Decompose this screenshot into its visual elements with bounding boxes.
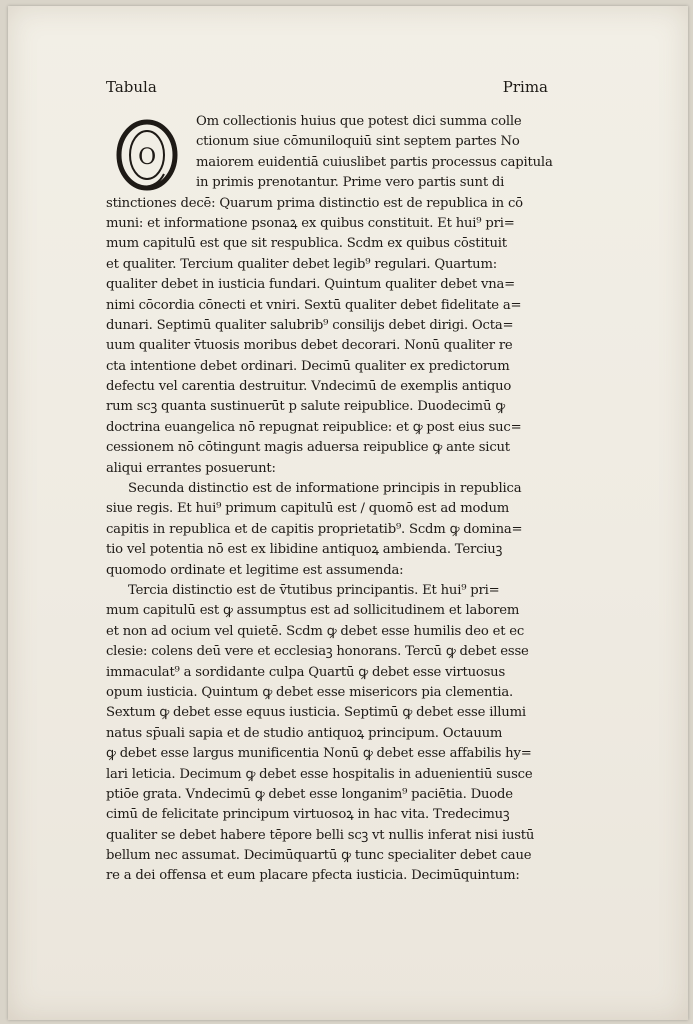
text-line: clesie: colens deū vere et ecclesiaꝫ honorans. Tercū ꝙ debet esse (106, 644, 529, 660)
text-line: natus sp̄uali sapia et de studio antiquoꝝ principum. Octauum (106, 725, 503, 741)
text-line: Om collectionis huius que potest dici summa colle (196, 114, 522, 129)
text-line: uum qualiter v̄tuosis moribus debet decorari. Nonū qualiter re (106, 338, 513, 354)
text-line: ptiōe grata. Vndecimū ꝙ debet esse longanim⁹ paciētia. Duode (106, 786, 513, 802)
running-head (106, 78, 548, 100)
text-line: re a dei offensa et eum placare pfecta iusticia. Decimūquintum: (106, 868, 520, 884)
text-line: mum capitulū est ꝙ assumptus est ad sollicitudinem et laborem (106, 603, 520, 619)
running-head-left: Tabula (106, 78, 157, 96)
text-block (106, 112, 554, 887)
text-line: et non ad ocium vel quietē. Scdm ꝙ debet esse humilis deo et ec (106, 623, 525, 639)
decorated-initial-o (106, 112, 188, 194)
text-line: dunari. Septimū qualiter salubrib⁹ consilijs debet dirigi. Octa= (106, 317, 514, 333)
text-line: in primis prenotantur. Prime vero partis sunt di (196, 175, 505, 191)
text-line: cimū de felicitate principum virtuosoꝝ in hac vita. Tredecimuꝫ (106, 807, 510, 823)
text-line: rum scꝫ quanta sustinuerūt p salute reipublice. Duodecimū ꝙ (106, 399, 505, 415)
text-line: cessionem nō cōtingunt magis aduersa reipublice ꝙ ante sicut (106, 440, 510, 456)
book-page (8, 6, 688, 1020)
text-line: stinctiones decē: Quarum prima distinctio est de republica in cō (106, 195, 523, 211)
running-head-right: Prima (502, 78, 548, 96)
text-line: defectu vel carentia destruitur. Vndecimū de exemplis antiquo (106, 379, 512, 395)
text-line: Secunda distinctio est de informatione principis in republica (128, 481, 522, 497)
text-line: Sextum ꝙ debet esse equus iusticia. Septimū ꝙ debet esse illumi (106, 705, 526, 721)
text-line: muni: et informatione psonaꝝ ex quibus constituit. Et hui⁹ pri= (106, 215, 515, 231)
text-line: opum iusticia. Quintum ꝙ debet esse misericors pia clementia. (106, 684, 514, 700)
text-line: ctionum siue cōmuniloquiū sint septem partes No (196, 134, 520, 150)
text-line: lari leticia. Decimum ꝙ debet esse hospitalis in aduenientiū susce (106, 766, 533, 782)
text-line: siue regis. Et hui⁹ primum capitulū est / quomō est ad modum (106, 501, 510, 517)
text-line: mum capitulū est que sit respublica. Scdm ex quibus cōstituit (106, 236, 507, 252)
text-line: bellum nec assumat. Decimūquartū ꝙ tunc specialiter debet caue (106, 848, 532, 864)
text-line: doctrina euangelica nō repugnat reipublice: et ꝙ post eius suc= (106, 419, 522, 435)
text-line: capitis in republica et de capitis proprietatib⁹. Scdm ꝙ domina= (106, 521, 523, 537)
initial-letter-drawing (106, 112, 188, 194)
text-line: Tercia distinctio est de v̄tutibus principantis. Et hui⁹ pri= (128, 582, 500, 598)
text-line: maiorem euidentiā cuiuslibet partis processus capitula (196, 154, 553, 170)
text-line: quomodo ordinate et legitime est assumenda: (106, 562, 404, 578)
text-line: tio vel potentia nō est ex libidine antiquoꝝ ambienda. Terciuꝫ (106, 542, 503, 558)
text-line: immaculat⁹ a sordidante culpa Quartū ꝙ debet esse virtuosus (106, 664, 506, 680)
text-line: et qualiter. Tercium qualiter debet legib⁹ regulari. Quartum: (106, 256, 498, 272)
text-line: qualiter debet in iusticia fundari. Quintum qualiter debet vna= (106, 277, 516, 293)
initial-letter-text: O (138, 145, 156, 170)
text-line: aliqui errantes posuerunt: (106, 460, 276, 476)
text-line: cta intentione debet ordinari. Decimū qualiter ex predictorum (106, 358, 510, 374)
text-line: ꝙ debet esse largus munificentia Nonū ꝙ debet esse affabilis hy= (106, 746, 532, 762)
text-line: qualiter se debet habere tēpore belli scꝫ vt nullis inferat nisi iustū (106, 827, 535, 843)
text-lines (106, 112, 554, 887)
text-line: nimi cōcordia cōnecti et vniri. Sextū qualiter debet fidelitate a= (106, 297, 522, 313)
